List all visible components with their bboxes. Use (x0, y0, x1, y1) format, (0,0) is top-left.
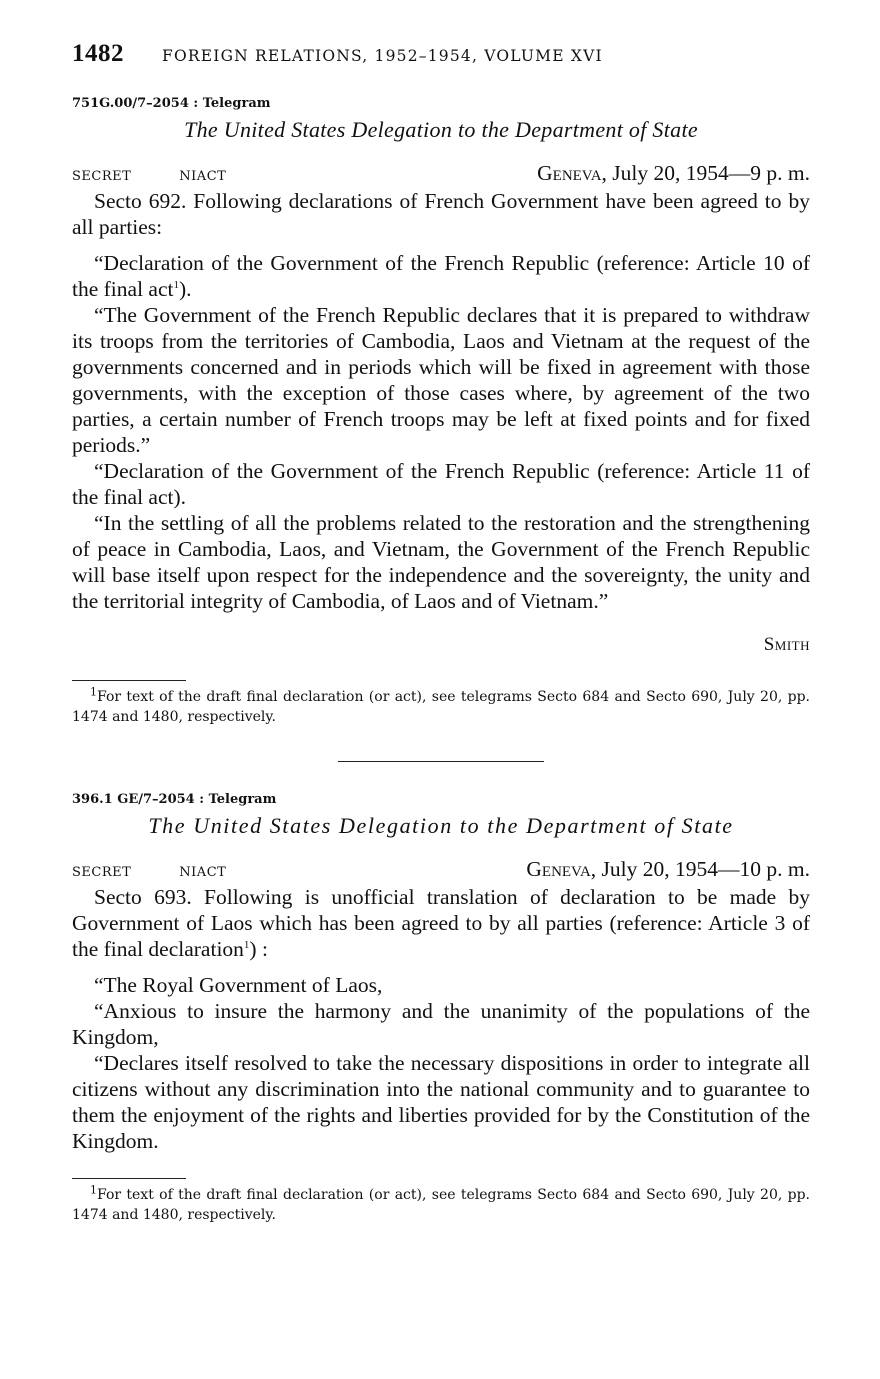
footnote-marker: 1 (90, 685, 97, 699)
running-head (72, 40, 810, 84)
footnote-rule (72, 680, 186, 681)
paragraph: “Anxious to insure the harmony and the unanimity of the populations of the Kingdom, (72, 999, 810, 1049)
footnote (72, 687, 810, 727)
place: Geneva, (526, 857, 597, 881)
intro-paragraph: Secto 692. Following declarations of French Government have been agreed to by all parties: (72, 189, 810, 239)
priority: NIACT (179, 169, 227, 184)
paragraph: “Declares itself resolved to take the necessary dispositions in order to integrate all citizens without any discrimination into the national community and to guarantee to them the enjoyment of the rights and liberties provided for by the Constitution of the Kingdom. (72, 1051, 810, 1153)
page-number: 1482 (72, 40, 124, 67)
footnote-rule (72, 1178, 186, 1179)
paragraph-text: Secto 693. Following is unofficial translation of declaration to be made by Government of Laos which has been agreed to by all parties (reference: Article 3 of the final declaration (72, 885, 810, 961)
paragraph-suffix: ) : (249, 937, 268, 961)
classification: SECRET (72, 169, 132, 184)
footnote (72, 1185, 810, 1225)
place-date (526, 857, 810, 882)
classification: SECRET (72, 865, 132, 880)
priority: NIACT (179, 865, 227, 880)
running-title: FOREIGN RELATIONS, 1952–1954, VOLUME XVI (162, 47, 603, 65)
place: Geneva, (537, 161, 607, 185)
telegram-secto-693 (72, 792, 810, 1225)
quoted-declaration (72, 972, 810, 1154)
footnote-marker: 1 (90, 1183, 97, 1197)
document-title: The United States Delegation to the Department of State (148, 813, 734, 838)
file-reference: 751G.00/7–2054 : Telegram (72, 96, 271, 111)
quoted-declarations (72, 250, 810, 614)
dateline (72, 857, 810, 882)
footnote-text: For text of the draft final declaration (or act), see telegrams Secto 684 and Secto 690, July 20, pp. 1474 and 1480, respectively. (72, 1187, 810, 1223)
telegram-body (72, 188, 810, 614)
footnote-marker: 1 (173, 278, 179, 291)
paragraph-text: “Declaration of the Government of the French Republic (reference: Article 10 of the final act (72, 251, 810, 301)
footnote-marker: 1 (243, 938, 250, 951)
dateline (72, 161, 810, 186)
document-page (72, 40, 810, 1225)
section-divider (338, 761, 544, 762)
telegram-body (72, 884, 810, 1154)
paragraph (72, 250, 810, 302)
intro-paragraph (72, 884, 810, 962)
paragraph: “Declaration of the Government of the French Republic (reference: Article 11 of the final act). (72, 459, 810, 509)
signature: Smith (763, 634, 810, 655)
footnote-text: For text of the draft final declaration (or act), see telegrams Secto 684 and Secto 690, July 20, pp. 1474 and 1480, respectively. (72, 689, 810, 725)
date: July 20, 1954—9 p. m. (606, 161, 810, 185)
paragraph: “In the settling of all the problems related to the restoration and the strengthening of peace in Cambodia, Laos, and Vietnam, the Government of the French Republic will base itself upon respect for the independence and the sovereignty, the unity and the territorial integrity of Cambodia, of Laos and of Vietnam.” (72, 511, 810, 613)
paragraph: “The Royal Government of Laos, (94, 973, 383, 997)
paragraph-suffix: ). (178, 277, 192, 301)
place-date (537, 161, 810, 186)
paragraph: “The Government of the French Republic declares that it is prepared to withdraw its troops from the territories of Cambodia, Laos and Vietnam at the request of the governments concerned and in periods which will be fixed in agreement with those governments, with the exception of those cases where, by agreement of the two parties, a certain number of French troops may be left at fixed points and for fixed periods.” (72, 303, 810, 457)
file-reference: 396.1 GE/7–2054 : Telegram (72, 792, 277, 807)
date: July 20, 1954—10 p. m. (596, 857, 810, 881)
document-title: The United States Delegation to the Department of State (184, 117, 698, 142)
telegram-secto-692 (72, 96, 810, 727)
